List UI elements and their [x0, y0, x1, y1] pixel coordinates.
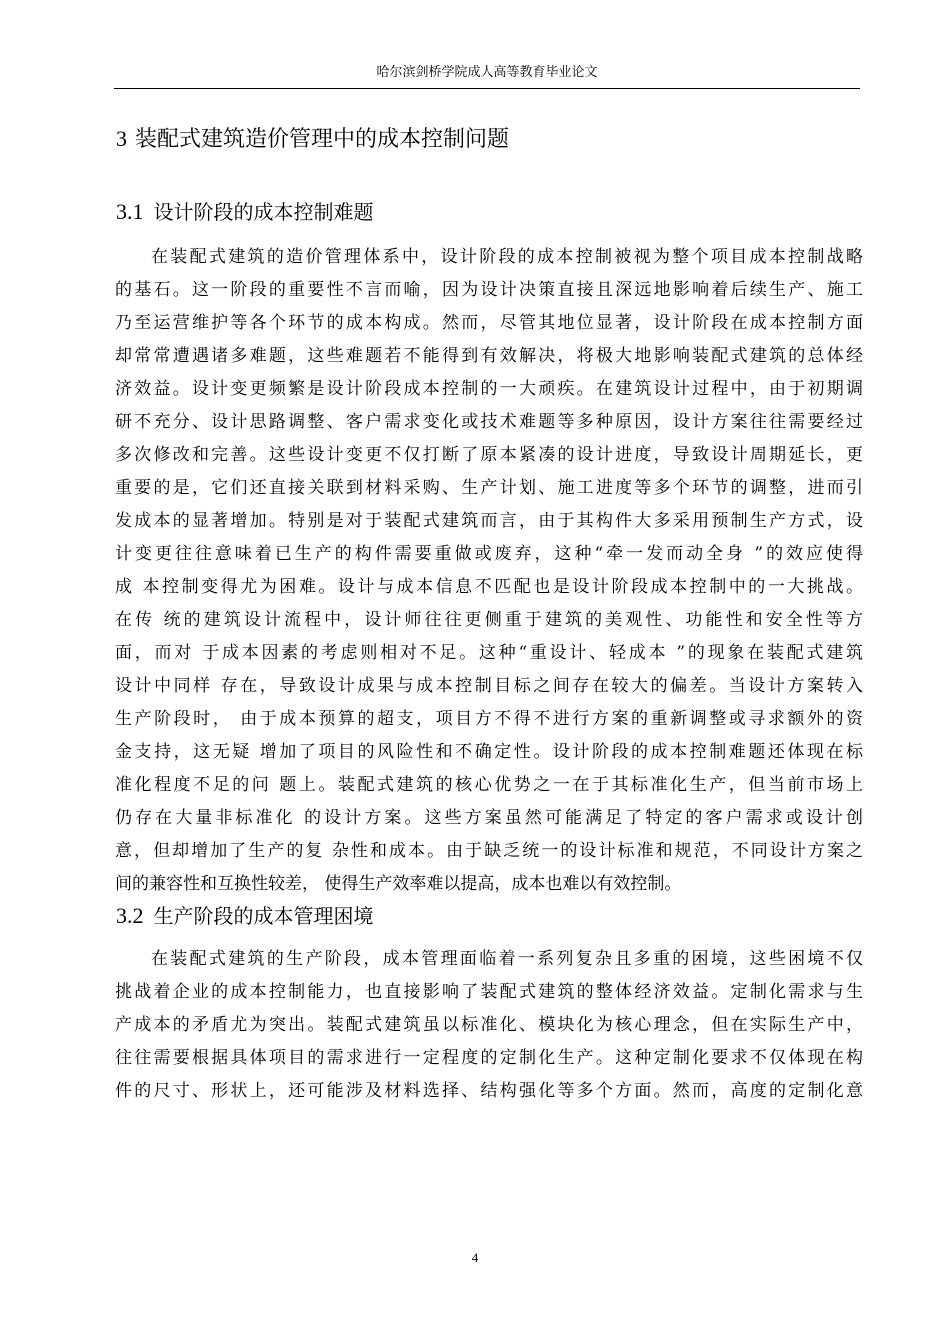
page-number: 4: [471, 1250, 479, 1265]
paragraph-line: 乃至运营维护等各个环节的成本构成。然而，尽管其地位显著，设计阶段在成本控制方面: [115, 313, 863, 333]
paragraph-line: 准化程度不足的问 题上。装配式建筑的核心优势之一在于其标准化生产，但当前市场上: [115, 775, 863, 795]
section-3-2-number: 3.2: [116, 903, 144, 928]
paragraph-line: 意，但却增加了生产的复 杂性和成本。由于缺乏统一的设计标准和规范，不同设计方案之: [115, 841, 863, 861]
section-3-1-title-text: 设计阶段的成本控制难题: [153, 200, 374, 224]
paragraph-line: 济效益。设计变更频繁是设计阶段成本控制的一大顽疾。在建筑设计过程中，由于初期调: [115, 379, 863, 399]
page-header: 哈尔滨剑桥学院成人高等教育毕业论文: [376, 65, 598, 80]
paragraph-line: 在传 统的建筑设计流程中，设计师往往更侧重于建筑的美观性、功能性和安全性等方: [115, 610, 863, 630]
paragraph-line: 发成本的显著增加。特别是对于装配式建筑而言，由于其构件大多采用预制生产方式，设: [115, 511, 863, 531]
chapter-title: [116, 123, 509, 156]
paragraph-line: 产成本的矛盾尤为突出。装配式建筑虽以标准化、模块化为核心理念，但在实际生产中，: [115, 1015, 863, 1035]
section-3-2-paragraph: [115, 943, 863, 1108]
section-3-1-title: [116, 197, 374, 227]
paragraph-line: 多次修改和完善。这些设计变更不仅打断了原本紧凑的设计进度，导致设计周期延长，更: [115, 445, 863, 465]
paragraph-line: 件的尺寸、形状上，还可能涉及材料选择、结构强化等多个方面。然而，高度的定制化意: [115, 1081, 863, 1101]
section-3-2-title: [116, 901, 374, 931]
paragraph-line: 研不充分、设计思路调整、客户需求变化或技术难题等多种原因，设计方案往往需要经过: [115, 412, 863, 432]
paragraph-line: 往往需要根据具体项目的需求进行一定程度的定制化生产。这种定制化要求不仅体现在构: [115, 1048, 863, 1068]
section-3-2-title-text: 生产阶段的成本管理困境: [153, 904, 374, 928]
section-3-1-paragraph: [115, 241, 863, 901]
chapter-number: 3: [116, 126, 127, 151]
paragraph-line: 重要的是，它们还直接关联到材料采购、生产计划、施工进度等多个环节的调整，进而引: [115, 478, 863, 498]
chapter-title-text: 装配式建筑造价管理中的成本控制问题: [135, 127, 510, 152]
paragraph-line: 在装配式建筑的生产阶段，成本管理面临着一系列复杂且多重的困境，这些困境不仅: [151, 949, 863, 969]
paragraph-line: 却常常遭遇诸多难题，这些难题若不能得到有效解决，将极大地影响装配式建筑的总体经: [115, 346, 863, 366]
paragraph-line: 生产阶段时， 由于成本预算的超支，项目方不得不进行方案的重新调整或寻求额外的资: [115, 709, 863, 729]
header-rule: [114, 88, 860, 89]
paragraph-line: 成 本控制变得尤为困难。设计与成本信息不匹配也是设计阶段成本控制中的一大挑战。: [115, 577, 863, 597]
paragraph-line: 在装配式建筑的造价管理体系中，设计阶段的成本控制被视为整个项目成本控制战略: [151, 247, 863, 267]
paragraph-line: 计变更往往意味着已生产的构件需要重做或废弃，这种“牵一发而动全身 ”的效应使得: [115, 544, 863, 564]
paragraph-line: 设计中同样 存在，导致设计成果与成本控制目标之间存在较大的偏差。当设计方案转入: [115, 676, 863, 696]
paragraph-line: 的基石。这一阶段的重要性不言而喻，因为设计决策直接且深远地影响着后续生产、施工: [115, 280, 863, 300]
section-3-1-number: 3.1: [116, 199, 144, 224]
paragraph-line: 挑战着企业的成本控制能力，也直接影响了装配式建筑的整体经济效益。定制化需求与生: [115, 982, 863, 1002]
paragraph-line: 间的兼容性和互换性较差， 使得生产效率难以提高，成本也难以有效控制。: [115, 874, 682, 894]
paragraph-line: 金支持，这无疑 增加了项目的风险性和不确定性。设计阶段的成本控制难题还体现在标: [115, 742, 863, 762]
paragraph-line: 面，而对 于成本因素的考虑则相对不足。这种“重设计、轻成本 ”的现象在装配式建筑: [115, 643, 863, 663]
paragraph-line: 仍存在大量非标准化 的设计方案。这些方案虽然可能满足了特定的客户需求或设计创: [115, 808, 863, 828]
